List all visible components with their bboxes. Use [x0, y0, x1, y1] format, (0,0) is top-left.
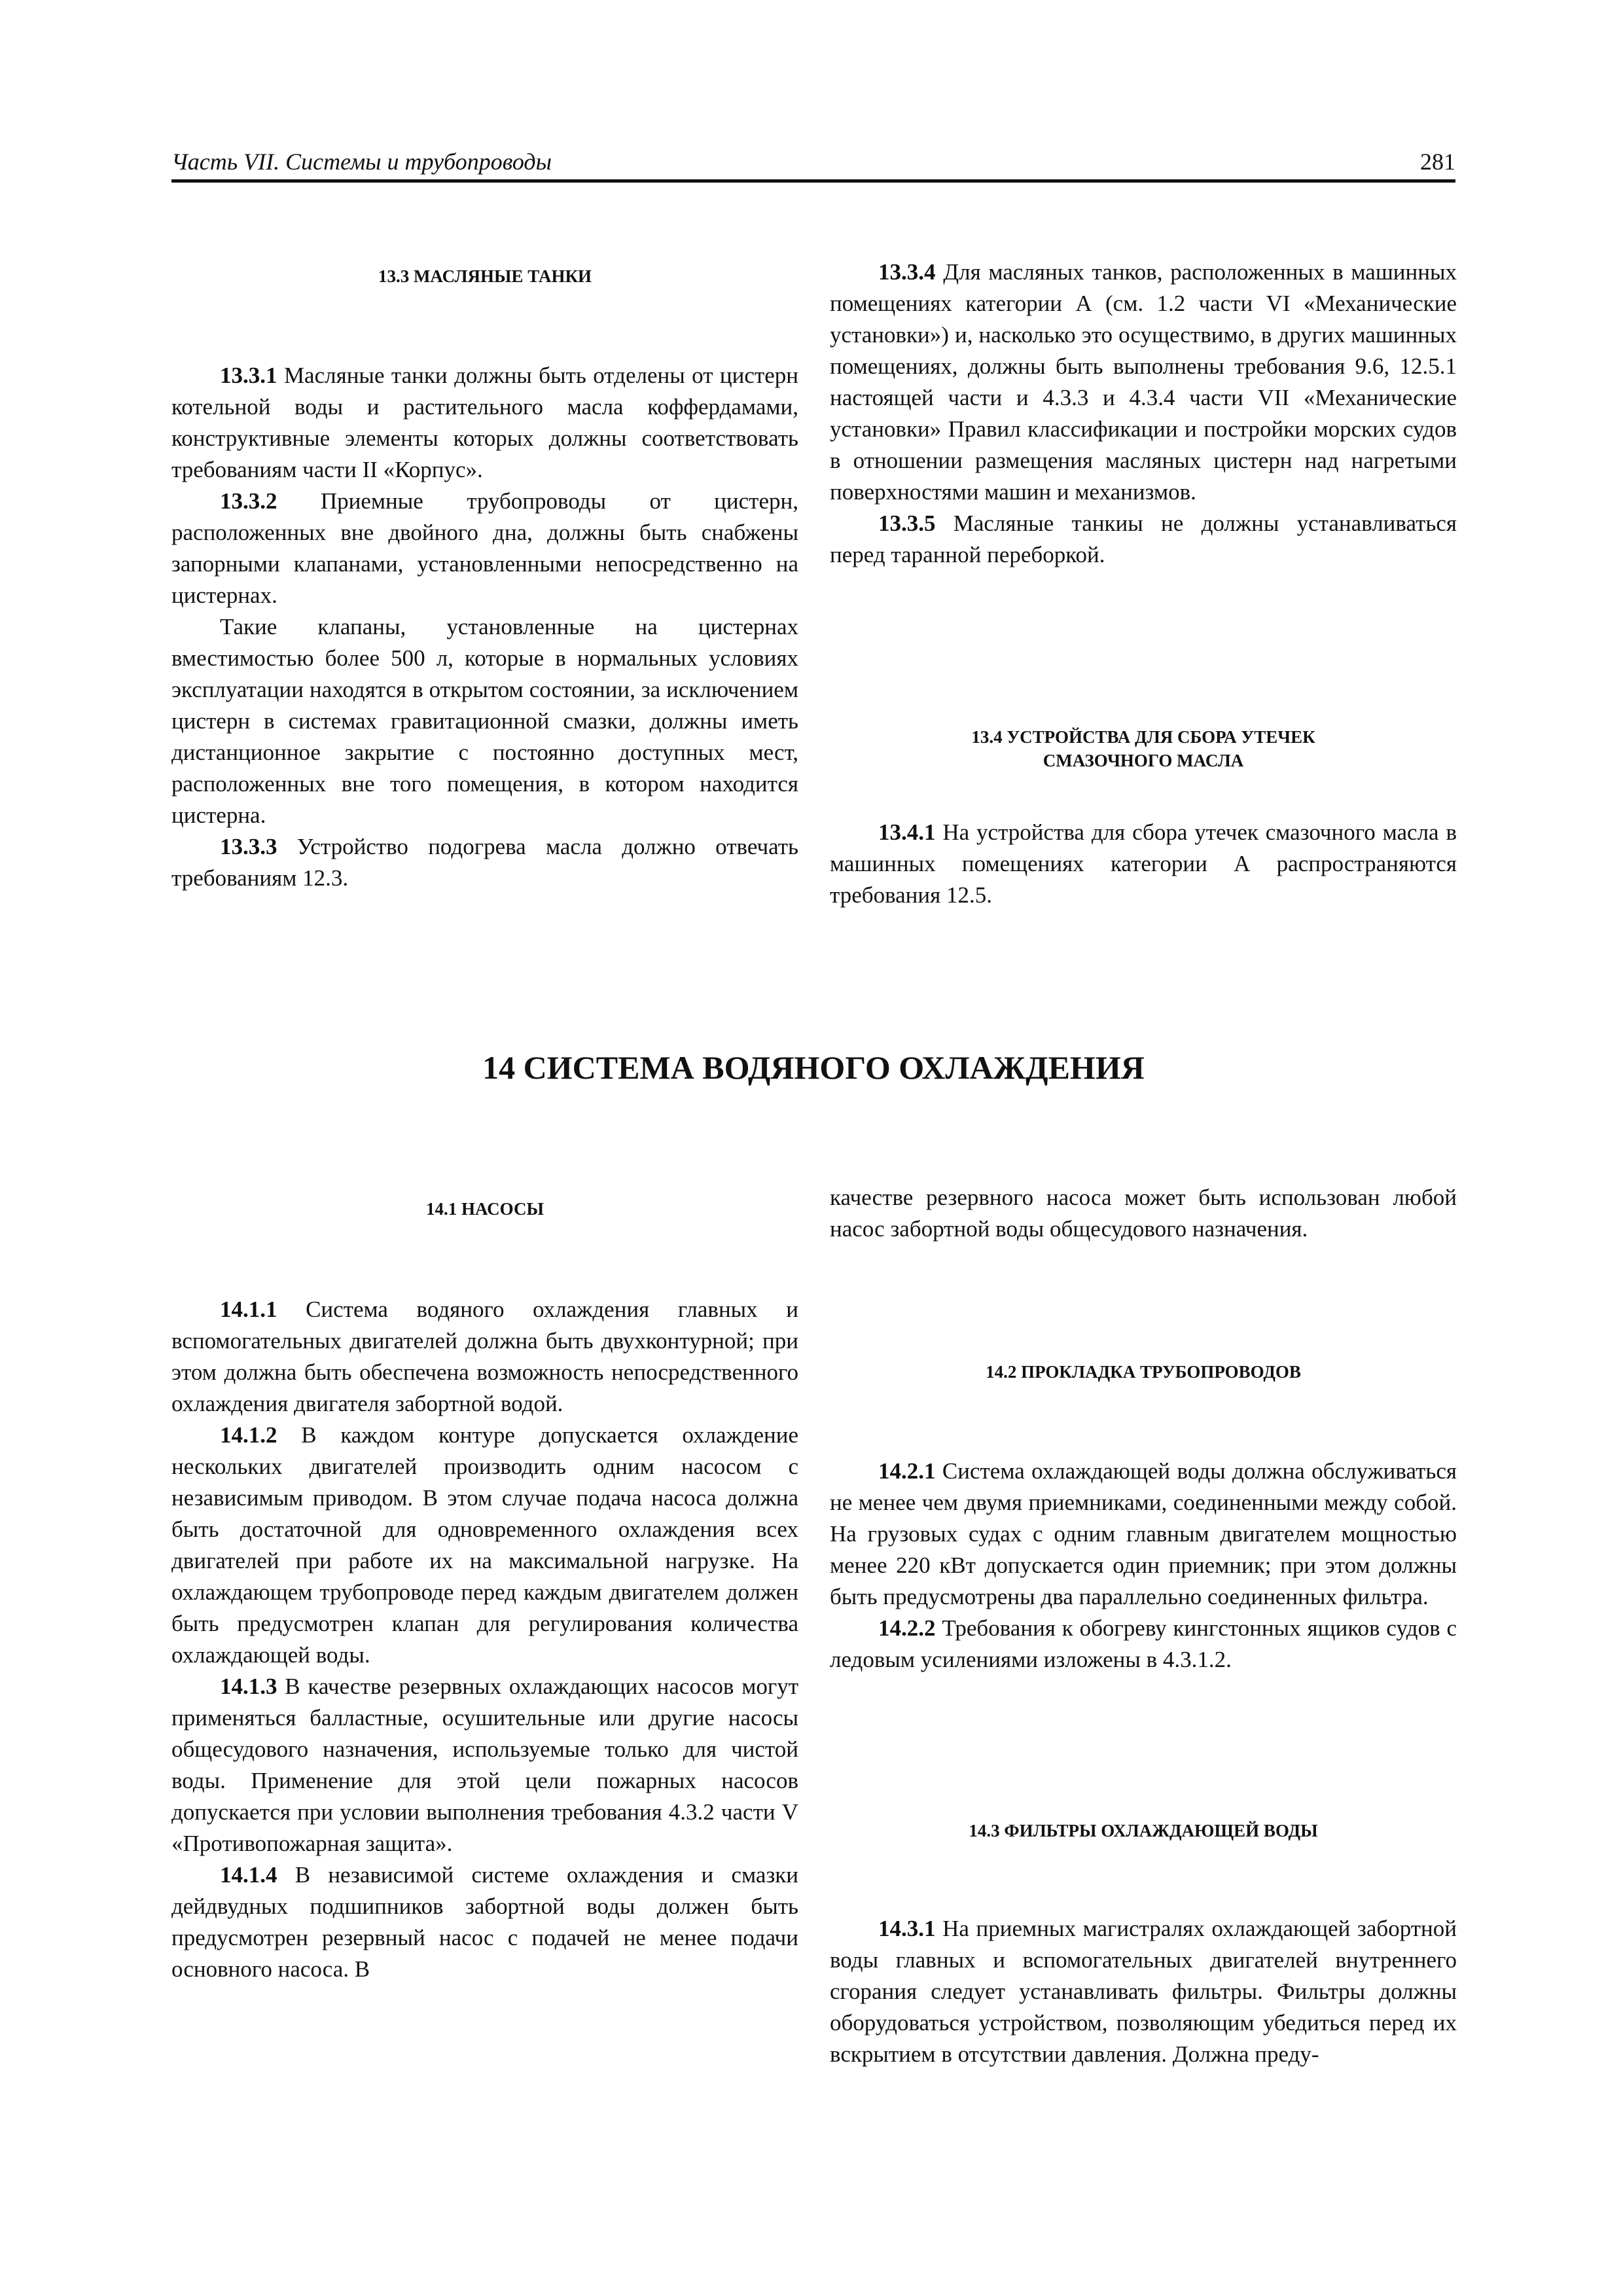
- paragraph-13-3-1: [171, 360, 798, 486]
- paragraph-number: 14.3.1: [878, 1916, 936, 1941]
- paragraph-number: 14.1.2: [220, 1422, 277, 1448]
- page-number: 281: [1420, 149, 1455, 175]
- section-14-3: [830, 1819, 1457, 2070]
- paragraph-14-1-4-cont: качестве резервного насоса может быть использован любой насос забортной воды общесудового назначения.: [830, 1185, 1457, 1242]
- paragraph-text: Масляные танкиы не должны устанавливаться перед таранной переборкой.: [830, 511, 1457, 567]
- paragraph-14-1-4: [171, 1859, 798, 1985]
- paragraph-number: 14.1.1: [220, 1297, 277, 1322]
- paragraph-14-1-1: [171, 1294, 798, 1420]
- section-heading: 14.2 ПРОКЛАДКА ТРУБОПРОВОДОВ: [986, 1362, 1301, 1382]
- paragraph-13-3-2-cont: [171, 611, 798, 831]
- paragraph-number: 13.4.1: [878, 819, 936, 845]
- paragraph-text: Система водяного охлаждения главных и вспомогательных двигателей должна быть двухконтурной; при этом должна быть обеспечена возможность непосредственного охлаждения двигателя забортной водой.: [171, 1297, 798, 1416]
- paragraph-text: Масляные танки должны быть отделены от цистерн котельной воды и растительного масла коффердамами, конструктивные элементы которых должны соответствовать требованиям части II «Корпус».: [171, 363, 798, 482]
- paragraph-14-1-2: [171, 1420, 798, 1671]
- paragraph-text: Система охлаждающей воды должна обслуживаться не менее чем двумя приемниками, соединенными между собой. На грузовых судах с одним главным двигателем мощностью менее 220 кВт допускается один приемник; при этом должны быть предусмотрены два параллельно соединенных фильтра.: [830, 1458, 1457, 1609]
- section-14-2: [830, 1360, 1457, 1676]
- paragraph-14-2-1: [830, 1456, 1457, 1613]
- section-13-3: [171, 264, 798, 894]
- paragraph-text: В независимой системе охлаждения и смазки дейдвудных подшипников забортной воды должен быть предусмотрен резервный насос с подачей не менее подачи основного насоса. В: [171, 1862, 798, 1982]
- paragraph-text: Устройство подогрева масла должно отвечать требованиям 12.3.: [171, 834, 798, 891]
- paragraph-number: 13.3.3: [220, 834, 277, 859]
- paragraph-text: В качестве резервных охлаждающих насосов могут применяться балластные, осушительные или другие насосы общесудового назначения, используемые только для чистой воды. Применение для этой цели пожарных насосов допускается при условии выполнения требования 4.3.2 части V «Противопожарная защита».: [171, 1674, 798, 1856]
- section-heading: 14.1 НАСОСЫ: [426, 1199, 544, 1219]
- section-14-1: [171, 1197, 798, 1985]
- paragraph-text: Приемные трубопроводы от цистерн, расположенных вне двойного дна, должны быть снабжены запорными клапанами, установленными непосредственно на цистернах.: [171, 488, 798, 608]
- paragraph-text: Такие клапаны, установленные на цистернах вместимостью более 500 л, которые в нормальных условиях эксплуатации находятся в открытом состоянии, за исключением цистерн в системах гравитационной смазки, должны иметь дистанционное закрытие с постоянно доступных мест, расположенных вне того помещения, в котором находится цистерна.: [171, 614, 798, 828]
- paragraph-text: Для масляных танков, расположенных в машинных помещениях категории А (см. 1.2 части VI «Механические установки») и, насколько это осуществимо, в других машинных помещениях, должны быть выполнены требования 9.6, 12.5.1 настоящей части и 4.3.3 и 4.3.4 части VII «Механические установки» Правил классификации и постройки морских судов в отношении размещения масляных цистерн над нагретыми поверхностями машин и механизмов.: [830, 259, 1457, 505]
- paragraph-number: 13.3.2: [220, 488, 277, 514]
- paragraph-13-3-2: [171, 486, 798, 611]
- section-14-1-continued: [830, 1182, 1457, 1245]
- paragraph-number: 13.3.4: [878, 259, 936, 285]
- paragraph-number: 14.1.3: [220, 1674, 277, 1699]
- running-header: [171, 145, 1455, 183]
- paragraph-text: Требования к обогреву кингстонных ящиков судов с ледовым усилениями изложены в 4.3.1.2.: [830, 1615, 1457, 1672]
- paragraph-number: 14.2.2: [878, 1615, 936, 1641]
- section-heading: 13.3 МАСЛЯНЫЕ ТАНКИ: [378, 266, 592, 286]
- section-heading-line: СМАЗОЧНОГО МАСЛА: [1043, 751, 1244, 770]
- paragraph-14-3-1: [830, 1913, 1457, 2070]
- chapter-title: 14 СИСТЕМА ВОДЯНОГО ОХЛАЖДЕНИЯ: [482, 1049, 1145, 1086]
- paragraph-13-3-4: [830, 257, 1457, 508]
- paragraph-text: На приемных магистралях охлаждающей забортной воды главных и вспомогательных двигателей внутреннего сгорания следует устанавливать фильтры. Фильтры должны оборудоваться устройством, позволяющим убедиться перед их вскрытием в отсутствии давления. Должна преду-: [830, 1916, 1457, 2067]
- running-title: Часть VII. Системы и трубопроводы: [171, 149, 552, 175]
- paragraph-13-4-1: [830, 817, 1457, 911]
- section-heading: [830, 725, 1457, 772]
- paragraph-text: На устройства для сбора утечек смазочного масла в машинных помещениях категории А распространяются требования 12.5.: [830, 819, 1457, 908]
- paragraph-number: 14.2.1: [878, 1458, 936, 1484]
- paragraph-number: 13.3.5: [878, 511, 936, 536]
- section-13-3-continued: [830, 257, 1457, 571]
- paragraph-text: В каждом контуре допускается охлаждение нескольких двигателей производить одним насосом с независимым приводом. В этом случае подача насоса должна быть достаточной для одновременного охлаждения всех двигателей при работе их на максимальной нагрузке. На охлаждающем трубопроводе перед каждым двигателем должен быть предусмотрен клапан для регулирования количества охлаждающей воды.: [171, 1422, 798, 1668]
- paragraph-14-2-2: [830, 1613, 1457, 1676]
- paragraph-13-3-3: [171, 831, 798, 894]
- paragraph-14-1-3: [171, 1671, 798, 1859]
- section-heading-line: 13.4 УСТРОЙСТВА ДЛЯ СБОРА УТЕЧЕК: [971, 727, 1315, 747]
- paragraph-number: 13.3.1: [220, 363, 277, 388]
- paragraph-number: 14.1.4: [220, 1862, 277, 1888]
- paragraph-13-3-5: [830, 508, 1457, 571]
- section-heading: 14.3 ФИЛЬТРЫ ОХЛАЖДАЮЩЕЙ ВОДЫ: [969, 1821, 1318, 1840]
- section-13-4: [830, 725, 1457, 911]
